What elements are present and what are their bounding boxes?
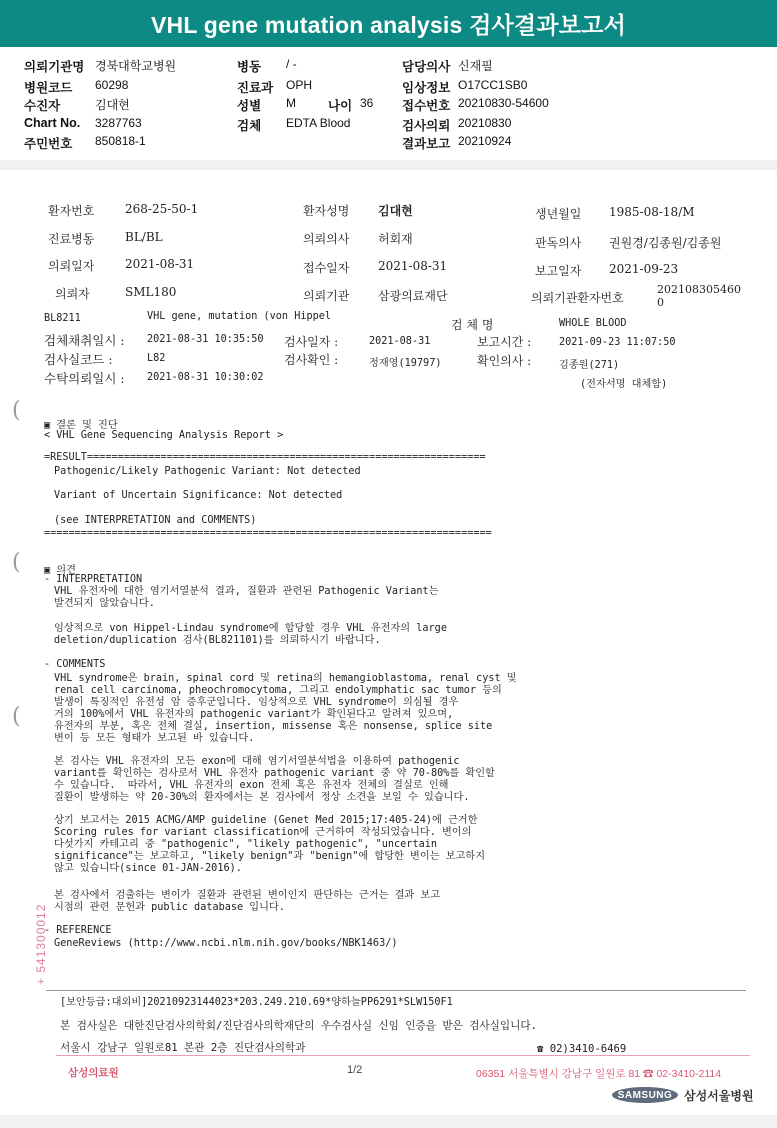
report-title-banner: VHL gene mutation analysis 검사결과보고서 xyxy=(0,0,777,47)
hospital-code-value: 60298 xyxy=(95,78,129,92)
accession-value: 20210830-54600 xyxy=(458,96,549,110)
dept-label: 진료과 xyxy=(237,81,274,95)
repdate-value: 2021-09-23 xyxy=(609,262,679,276)
specimen-name-label: 검 체 명 xyxy=(451,318,494,332)
result-subtitle: < VHL Gene Sequencing Analysis Report > xyxy=(44,430,284,441)
room-value: L82 xyxy=(147,353,166,364)
smc-logo-text: 삼성서울병원 xyxy=(684,1089,754,1103)
report-date-label: 결과보고 xyxy=(402,137,451,151)
lab-address: 서울시 강남구 일원로81 본관 2층 진단검사의학과 xyxy=(60,1042,306,1054)
age-label: 나이 xyxy=(328,99,353,113)
reqorg-label: 의뢰기관 xyxy=(303,289,350,303)
samsung-logo: SAMSUNG xyxy=(612,1087,678,1103)
hospital-label: 의뢰기관명 xyxy=(24,60,85,74)
header-separator xyxy=(0,160,777,170)
ward-label-scan: 진료병동 xyxy=(48,232,95,246)
sex-value: M xyxy=(286,96,296,110)
requester-label: 의뢰자 xyxy=(55,287,90,301)
accession-label: 접수번호 xyxy=(402,99,451,113)
comments-para-3: 상기 보고서는 2015 ACMG/AMP guideline (Genet Med 2015;17:405-24)에 근거한 Scoring rules for variant classification에 근거하여 작성되었습니다. 변이의 다섯가지 카테고리 중 "pathogenic", "likely pathogenic", "uncertain significance"는 보고하고, "likely benign"과 "benign"에 합당한 변이는 보고하지 않고 있습니다(since 01-JAN-2016). xyxy=(54,815,486,874)
binder-mark-3: ( xyxy=(12,704,21,729)
recvdate-value: 2021-08-31 xyxy=(378,259,448,273)
result-pathogenic: Pathogenic/Likely Pathogenic Variant: Not detected xyxy=(54,466,361,477)
pink-rule xyxy=(56,1055,750,1056)
interpretation-para-2: 임상적으로 von Hippel-Lindau syndrome에 합당할 경우 VHL 유전자의 large deletion/duplication 검사(BL821101)를 의뢰하시기 바랍니다. xyxy=(54,623,447,646)
specimen-name-value: WHOLE BLOOD xyxy=(559,318,627,329)
ward-value-scan: BL/BL xyxy=(125,230,163,244)
request-date-value: 20210830 xyxy=(458,116,512,130)
hospital-address-right: 06351 서울특별시 강남구 일원로 81 ☎ 02-3410-2114 xyxy=(476,1068,722,1080)
certification-line: 본 검사실은 대한진단검사의학회/진단검사의학재단의 우수검사실 신임 인증을 받은 검사실입니다. xyxy=(60,1020,537,1032)
rrn-value: 850818-1 xyxy=(95,134,146,148)
testdate-value: 2021-08-31 xyxy=(369,336,431,347)
page-number: 1/2 xyxy=(347,1064,363,1076)
result-rule-bottom: ========================================================================= xyxy=(44,528,492,539)
collect-label: 검체채취일시 : xyxy=(44,333,125,348)
request-date-label: 검사의뢰 xyxy=(402,119,451,133)
comments-title: - COMMENTS xyxy=(44,659,106,670)
orgpid-label: 의뢰기관환자번호 xyxy=(531,291,624,305)
confdoc-value: 김종원(271) xyxy=(559,360,620,371)
reqdate-value: 2021-08-31 xyxy=(125,257,195,271)
hospital-code-label: 병원코드 xyxy=(24,81,73,95)
consign-value: 2021-08-31 10:30:02 xyxy=(147,372,264,383)
interpretation-title: - INTERPRETATION xyxy=(44,574,143,585)
dob-label: 생년월일 xyxy=(535,207,582,221)
test-name: VHL gene, mutation (von Hippel xyxy=(147,311,332,322)
result-see: (see INTERPRETATION and COMMENTS) xyxy=(54,515,257,526)
age-value: 36 xyxy=(360,96,374,110)
reqdate-label: 의뢰일자 xyxy=(48,259,95,273)
report-date-value: 20210924 xyxy=(458,134,512,148)
repdate-label: 보고일자 xyxy=(535,264,582,278)
footer-divider xyxy=(46,990,746,991)
hospital-value: 경북대학교병원 xyxy=(95,59,177,73)
result-rule-top: =RESULT================================================================= xyxy=(44,452,486,463)
orgpid-value-2: 0 xyxy=(657,296,664,309)
reqorg-value: 삼광의료재단 xyxy=(378,289,448,303)
lab-phone: ☎ 02)3410-6469 xyxy=(537,1043,627,1055)
comments-para-2: 본 검사는 VHL 유전자의 모든 exon에 대해 염기서열분석법을 이용하여 pathogenic variant를 확인하는 검사로서 VHL 유전자 pathogenic variant 중 약 70-80%를 확인할 수 있습니다. 따라서, VHL 유전자의 exon 전체 혹은 유전자 전체의 결실로 인해 질환이 발생하는 약 20-30%의 환자에서는 본 검사에서 정상 소견을 보일 수 있습니다. xyxy=(54,756,495,803)
confdoc-label: 확인의사 : xyxy=(477,354,532,368)
binder-mark-2: ( xyxy=(12,550,21,575)
reference-line: GeneReviews (http://www.ncbi.nlm.nih.gov/books/NBK1463/) xyxy=(54,938,398,949)
esign-note: (전자서명 대체함) xyxy=(580,379,668,390)
reqdoc-label: 의뢰의사 xyxy=(303,232,350,246)
comments-para-4: 본 검사에서 검출하는 변이가 질환과 관련된 변이인지 판단하는 근거는 결과 보고 시점의 관련 문헌과 public database 입니다. xyxy=(54,890,441,913)
dob-value: 1985-08-18/M xyxy=(609,205,695,219)
reference-title: - REFERENCE xyxy=(44,925,112,936)
orgpid-value-1: 202108305460 xyxy=(657,283,741,296)
ward-value: / - xyxy=(286,57,297,71)
clinical-value: O17CC1SB0 xyxy=(458,78,528,92)
name-label: 환자성명 xyxy=(303,204,350,218)
specimen-label: 검체 xyxy=(237,119,262,133)
reqdoc-value: 허회재 xyxy=(378,232,413,246)
confirm-label: 검사확인 : xyxy=(284,353,339,367)
chart-value: 3287763 xyxy=(95,116,142,130)
clinical-label: 임상정보 xyxy=(402,81,451,95)
reptime-value: 2021-09-23 11:07:50 xyxy=(559,337,676,348)
readdoc-label: 판독의사 xyxy=(535,236,582,250)
side-serial-number: + 541300012 xyxy=(34,903,48,985)
patient-value: 김대현 xyxy=(95,98,130,112)
binder-mark-1: ( xyxy=(12,398,21,423)
consign-label: 수탁의뢰일시 : xyxy=(44,371,125,386)
requester-value: SML180 xyxy=(125,285,177,299)
ward-label: 병동 xyxy=(237,60,262,74)
sex-label: 성별 xyxy=(237,99,262,113)
doctor-label: 담당의사 xyxy=(402,60,451,74)
name-value: 김대현 xyxy=(378,204,413,218)
patient-label: 수진자 xyxy=(24,99,61,113)
doctor-value: 신재필 xyxy=(458,59,493,73)
testdate-label: 검사일자 : xyxy=(284,335,339,349)
test-code: BL8211 xyxy=(44,313,81,324)
hospital-left-logo-text: 삼성의료원 xyxy=(68,1067,119,1079)
chart-label: Chart No. xyxy=(24,116,81,130)
security-line: [보안등급:대외비]20210923144023*203.249.210.69*양하늘PP6291*SLW150F1 xyxy=(60,997,453,1008)
page-bottom-gutter xyxy=(0,1115,777,1128)
comments-para-1: VHL syndrome은 brain, spinal cord 및 retina의 hemangioblastoma, renal cyst 및 renal cell carcinoma, pheochromocytoma, 그리고 endolymphatic sac tumor 등의 발생이 특징적인 유전성 암 증후군입니다. 임상적으로 VHL syndrome이 의심될 경우 거의 100%에서 VHL 유전자의 pathogenic variant가 확인된다고 알려져 있으며, 유전자의 부분, 혹은 전체 결실, insertion, missense 혹은 nonsense, splice site 변이 등 모든 형태가 보고된 바 있습니다. xyxy=(54,673,517,744)
rrn-label: 주민번호 xyxy=(24,137,73,151)
pid-value: 268-25-50-1 xyxy=(125,202,199,216)
room-label: 검사실코드 : xyxy=(44,352,113,367)
reptime-label: 보고시간 : xyxy=(477,335,532,349)
pid-label: 환자번호 xyxy=(48,204,95,218)
result-vus: Variant of Uncertain Significance: Not detected xyxy=(54,490,343,501)
specimen-value: EDTA Blood xyxy=(286,116,351,130)
collect-value: 2021-08-31 10:35:50 xyxy=(147,334,264,345)
interpretation-para-1: VHL 유전자에 대한 염기서열분석 결과, 질환과 관련된 Pathogenic Variant는 발견되지 않았습니다. xyxy=(54,586,439,609)
readdoc-value: 권원경/김종원/김종원 xyxy=(609,236,722,250)
opinion-heading: ▣ 의견 xyxy=(44,565,76,576)
confirm-value: 정재영(19797) xyxy=(369,358,442,369)
result-heading: ▣ 결론 및 진단 xyxy=(44,420,118,431)
recvdate-label: 접수일자 xyxy=(303,261,350,275)
dept-value: OPH xyxy=(286,78,313,92)
